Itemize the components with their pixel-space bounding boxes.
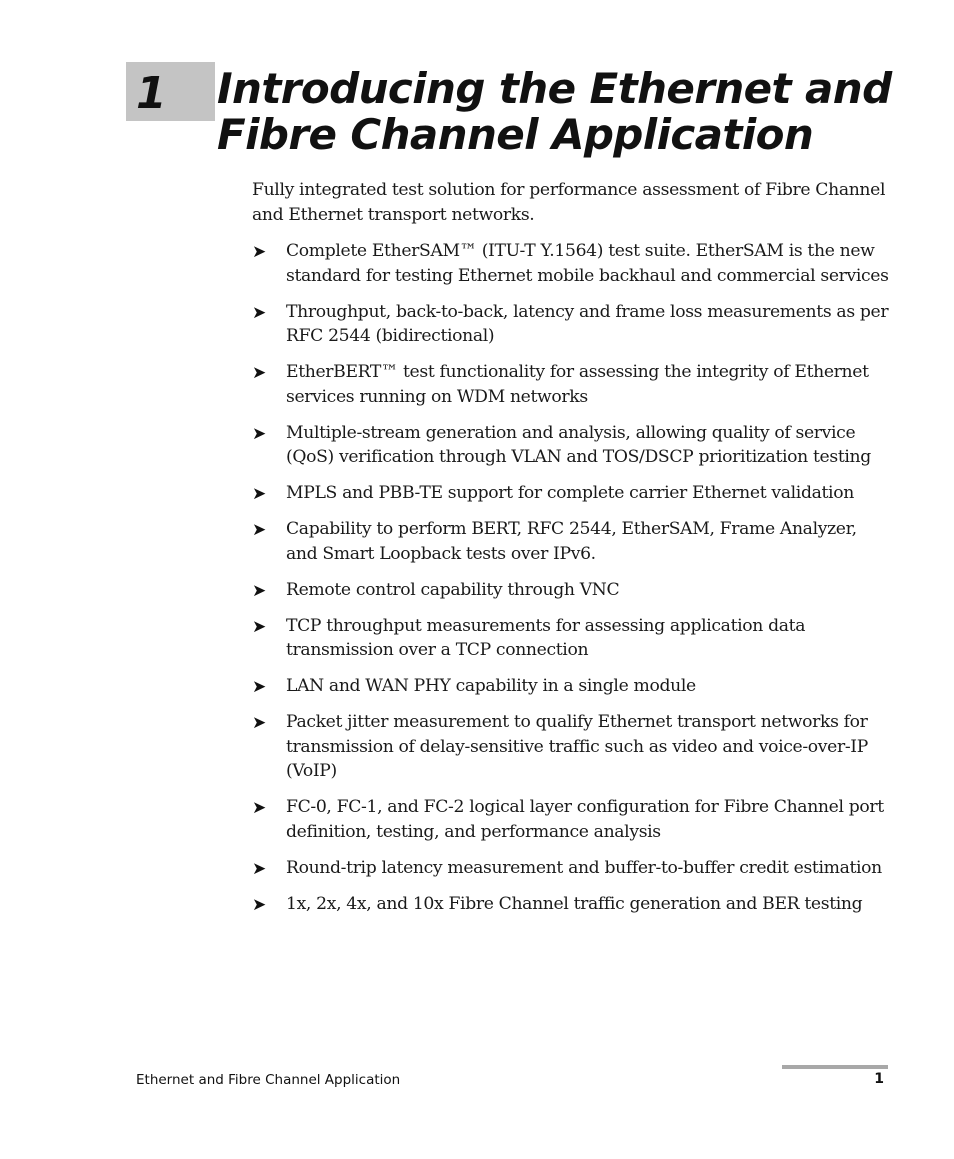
arrow-right-icon: ➤ (252, 580, 266, 601)
feature-list-item (252, 795, 892, 844)
feature-list-item (252, 481, 892, 506)
feature-text: Packet jitter measurement to qualify Ethernet transport networks for transmission of delay-sensitive traffic such as video and voice-over-IP (VoIP) (286, 712, 868, 781)
feature-list-item (252, 614, 892, 663)
arrow-right-icon: ➤ (252, 423, 266, 444)
feature-text: Multiple-stream generation and analysis, allowing quality of service (QoS) verification through VLAN and TOS/DSCP prioritization testing (286, 422, 871, 467)
arrow-right-icon: ➤ (252, 363, 266, 383)
feature-list-item (252, 674, 892, 699)
feature-text: Capability to perform BERT, RFC 2544, EtherSAM, Frame Analyzer, and Smart Loopback tests over IPv6. (286, 519, 857, 564)
feature-list-item (252, 517, 892, 566)
arrow-right-icon: ➤ (252, 242, 266, 262)
arrow-right-icon: ➤ (252, 798, 266, 818)
feature-list (252, 239, 892, 928)
footer-title: Ethernet and Fibre Channel Application (136, 1072, 401, 1088)
intro-paragraph: Fully integrated test solution for performance assessment of Fibre Channel and Ethernet transport networks. (252, 180, 886, 225)
feature-text: Remote control capability through VNC (286, 579, 620, 600)
feature-text: EtherBERT™ test functionality for assessing the integrity of Ethernet services running on WDM networks (286, 362, 869, 407)
feature-text: Complete EtherSAM™ (ITU-T Y.1564) test suite. EtherSAM is the new standard for testing Ethernet mobile backhaul and commercial services (286, 241, 889, 286)
chapter-number-box (126, 62, 215, 121)
arrow-right-icon: ➤ (252, 616, 266, 637)
chapter-title: Introducing the Ethernet and Fibre Channel Application (217, 64, 892, 159)
arrow-right-icon: ➤ (252, 484, 266, 504)
feature-list-item (252, 239, 892, 288)
arrow-right-icon: ➤ (252, 302, 266, 323)
arrow-right-icon: ➤ (252, 894, 266, 915)
arrow-right-icon: ➤ (252, 520, 266, 540)
feature-list-item (252, 421, 892, 470)
feature-text: FC-0, FC-1, and FC-2 logical layer configuration for Fibre Channel port definition, testing, and performance analysis (286, 797, 884, 842)
feature-text: Throughput, back-to-back, latency and frame loss measurements as per RFC 2544 (bidirectional) (286, 301, 889, 346)
feature-list-item (252, 360, 892, 409)
feature-list-item (252, 892, 892, 917)
feature-text: 1x, 2x, 4x, and 10x Fibre Channel traffic generation and BER testing (286, 893, 863, 914)
arrow-right-icon: ➤ (252, 858, 266, 879)
feature-list-item (252, 710, 892, 784)
feature-list-item (252, 300, 892, 349)
page-number: 1 (874, 1071, 884, 1087)
arrow-right-icon: ➤ (252, 677, 266, 697)
feature-list-item (252, 578, 892, 603)
feature-text: Round-trip latency measurement and buffer-to-buffer credit estimation (286, 857, 882, 878)
footer-rule (782, 1065, 888, 1069)
feature-list-item (252, 856, 892, 881)
feature-text: MPLS and PBB-TE support for complete carrier Ethernet validation (286, 483, 854, 503)
arrow-right-icon: ➤ (252, 713, 266, 733)
chapter-number: 1 (136, 68, 167, 119)
feature-text: TCP throughput measurements for assessing application data transmission over a TCP connection (286, 615, 806, 660)
feature-text: LAN and WAN PHY capability in a single module (286, 676, 696, 696)
